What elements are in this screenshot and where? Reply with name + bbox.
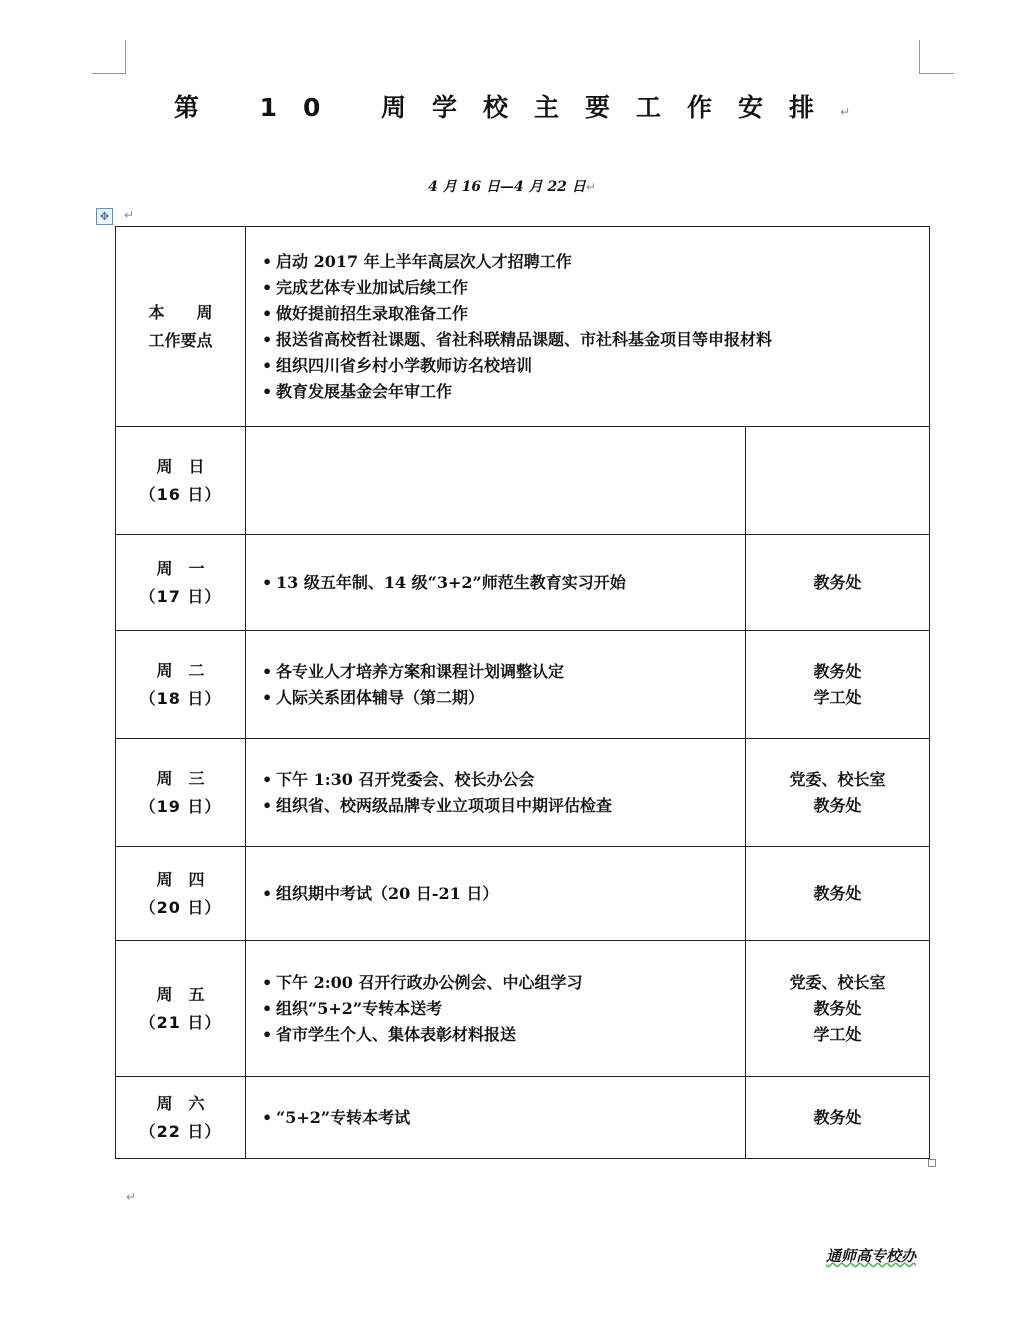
summary-item-text: 完成艺体专业加试后续工作 (276, 277, 469, 297)
schedule-item (262, 767, 745, 793)
day-date: （18 日） (139, 688, 222, 708)
summary-item (262, 275, 929, 301)
schedule-item (262, 570, 745, 596)
paragraph-mark: ↵ (126, 1190, 137, 1204)
summary-item (262, 301, 929, 327)
summary-item-text: 做好提前招生录取准备工作 (276, 303, 469, 323)
day-items (246, 941, 746, 1077)
day-cell (116, 847, 246, 941)
summary-label (116, 227, 246, 427)
bullet-icon: • (262, 1107, 273, 1127)
schedule-item (262, 881, 745, 907)
summary-item-text: 启动 2017 年上半年高层次人才招聘工作 (276, 251, 572, 271)
day-date: （20 日） (139, 897, 222, 917)
table-resize-handle[interactable] (928, 1159, 936, 1167)
day-name: 周 五 (156, 984, 205, 1004)
schedule-item (262, 685, 745, 711)
bullet-icon: • (262, 883, 273, 903)
bullet-icon: • (262, 277, 273, 297)
summary-items (246, 227, 930, 427)
day-cell (116, 631, 246, 739)
summary-label-line2: 工作要点 (148, 330, 213, 350)
paragraph-mark: ↵ (124, 208, 135, 222)
bullet-icon: • (262, 998, 273, 1018)
summary-item-text: 报送省高校哲社课题、省社科联精品课题、市社科基金项目等申报材料 (276, 329, 773, 349)
bullet-icon: • (262, 303, 273, 323)
day-items (246, 427, 746, 535)
schedule-item (262, 1022, 745, 1048)
schedule-item-text: 下午 2:00 召开行政办公例会、中心组学习 (276, 972, 583, 992)
day-items (246, 1077, 746, 1159)
date-range-text: 4 月 16 日—4 月 22 日 (428, 179, 586, 195)
day-date: （21 日） (139, 1012, 222, 1032)
schedule-item-text: 各专业人才培养方案和课程计划调整认定 (276, 661, 565, 681)
day-row (116, 941, 930, 1077)
day-cell (116, 427, 246, 535)
footer-stamp: 通师高专校办 (826, 1247, 917, 1265)
summary-row (116, 227, 930, 427)
schedule-item-text: 13 级五年制、14 级“3+2”师范生教育实习开始 (276, 572, 626, 592)
dept-cell (746, 941, 930, 1077)
bullet-icon: • (262, 1024, 273, 1044)
day-row (116, 535, 930, 631)
table-move-handle-icon[interactable]: ✥ (96, 208, 113, 225)
dept-cell (746, 631, 930, 739)
crop-mark-top-left (92, 40, 126, 74)
date-range (0, 176, 1024, 196)
responsible-dept: 党委、校长室 (789, 769, 886, 789)
day-row (116, 739, 930, 847)
responsible-dept: 教务处 (813, 883, 862, 903)
summary-item (262, 327, 929, 353)
dept-cell (746, 535, 930, 631)
schedule-item-text: 组织期中考试（20 日-21 日） (276, 883, 499, 903)
bullet-icon: • (262, 355, 273, 375)
day-name: 周 二 (156, 660, 205, 680)
schedule-item (262, 996, 745, 1022)
day-row (116, 1077, 930, 1159)
day-name: 周 四 (156, 869, 205, 889)
responsible-dept: 教务处 (813, 661, 862, 681)
bullet-icon: • (262, 572, 273, 592)
summary-item (262, 353, 929, 379)
day-date: （16 日） (139, 484, 222, 504)
schedule-item (262, 970, 745, 996)
crop-mark-top-right (919, 40, 954, 74)
day-name: 周 一 (156, 558, 205, 578)
bullet-icon: • (262, 795, 273, 815)
schedule-table (115, 226, 930, 1159)
responsible-dept: 教务处 (813, 572, 862, 592)
bullet-icon: • (262, 769, 273, 789)
day-cell (116, 535, 246, 631)
dept-cell (746, 847, 930, 941)
paragraph-mark: ↵ (840, 105, 851, 119)
schedule-item (262, 659, 745, 685)
bullet-icon: • (262, 329, 273, 349)
responsible-dept: 学工处 (813, 1024, 862, 1044)
summary-label-line1: 本 周 (148, 302, 213, 322)
bullet-icon: • (262, 972, 273, 992)
summary-item-text: 教育发展基金会年审工作 (276, 381, 453, 401)
page-title (0, 88, 1024, 124)
day-items (246, 631, 746, 739)
day-items (246, 847, 746, 941)
day-name: 周 六 (156, 1093, 205, 1113)
schedule-item-text: 人际关系团体辅导（第二期） (276, 687, 485, 707)
schedule-item (262, 793, 745, 819)
responsible-dept: 教务处 (813, 1107, 862, 1127)
day-date: （22 日） (139, 1121, 222, 1141)
dept-cell (746, 427, 930, 535)
day-row (116, 631, 930, 739)
dept-cell (746, 739, 930, 847)
schedule-item-text: 省市学生个人、集体表彰材料报送 (276, 1024, 517, 1044)
day-name: 周 日 (156, 456, 205, 476)
summary-item-text: 组织四川省乡村小学教师访名校培训 (276, 355, 533, 375)
dept-cell (746, 1077, 930, 1159)
responsible-dept: 党委、校长室 (789, 972, 886, 992)
responsible-dept: 教务处 (813, 998, 862, 1018)
responsible-dept: 学工处 (813, 687, 862, 707)
day-date: （19 日） (139, 796, 222, 816)
schedule-item-text: “5+2”专转本考试 (276, 1107, 411, 1127)
schedule-item (262, 1105, 745, 1131)
day-row (116, 427, 930, 535)
summary-item (262, 249, 929, 275)
bullet-icon: • (262, 381, 273, 401)
day-cell (116, 941, 246, 1077)
day-cell (116, 739, 246, 847)
day-items (246, 739, 746, 847)
paragraph-mark: ↵ (585, 180, 596, 194)
bullet-icon: • (262, 251, 273, 271)
day-items (246, 535, 746, 631)
day-cell (116, 1077, 246, 1159)
day-name: 周 三 (156, 768, 205, 788)
schedule-item-text: 组织省、校两级品牌专业立项项目中期评估检查 (276, 795, 613, 815)
schedule-item-text: 组织“5+2”专转本送考 (276, 998, 443, 1018)
bullet-icon: • (262, 661, 273, 681)
title-text: 第 10 周学校主要工作安排 (173, 93, 841, 122)
summary-item (262, 379, 929, 405)
bullet-icon: • (262, 687, 273, 707)
responsible-dept: 教务处 (813, 795, 862, 815)
day-row (116, 847, 930, 941)
day-date: （17 日） (139, 586, 222, 606)
schedule-item-text: 下午 1:30 召开党委会、校长办公会 (276, 769, 535, 789)
